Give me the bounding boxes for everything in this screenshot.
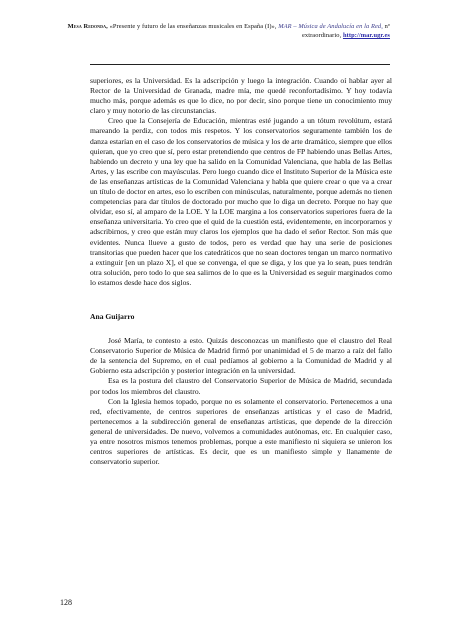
paragraph-3: José María, te contesto a esto. Quizás desconozcas un manifiesto que el claustro del Real Conservatorio Superior de Música de Madrid firmó por unanimidad el 5 de marzo a raíz del fallo de la sentencia del Supremo, en el cual pedíamos al gobierno a la Comunidad de Madrid y al Gobierno esta adscripción y posterior integración en la universidad. <box>90 336 392 376</box>
header-rule <box>90 64 390 65</box>
paragraph-1: superiores, es la Universidad. Es la adscripción y luego la integración. Cuando oí hablar ayer al Rector de la Universidad de Granada, madre mía, me quedé reconfortadísimo. Y hoy todavía mucho más, porque además es que lo dice, no por decir, sino porque tiene un conocimiento muy claro y muy notorio de las circunstancias. <box>90 76 392 116</box>
paragraph-5: Con la Iglesia hemos topado, porque no es solamente el conservatorio. Pertenecemos a una red, efectivamente, de centros superiores de enseñanzas artísticas y el caso de Madrid, pertenecemos a la subdirección general de enseñanzas artísticas, que depende de la dirección general de universidades. De nuevo, volvemos a comunidades autónomas, etc. En cualquier caso, ya entre nosotros mismos tenemos problemas, porque a este manifiesto ni siquiera se unieron los centros superiores de artísticas. Es decir, que es un manifiesto simple y llanamente de conservatorio superior. <box>90 396 392 467</box>
header-issue: nº extraordinario, <box>301 23 390 39</box>
header-journal: MAR – Música de Andalucía en la Red, <box>278 23 383 30</box>
speaker-name: Ana Guijarro <box>90 311 135 321</box>
header-author: Mesa Redonda, <box>67 23 108 30</box>
paragraph-4: Esa es la postura del claustro del Conservatorio Superior de Música de Madrid, secundada por todos los miembros del claustro. <box>90 376 392 396</box>
header-title: «Presente y futuro de las enseñanzas musicales en España (I)», <box>109 23 277 30</box>
page-body <box>90 76 392 467</box>
page-number: 128 <box>60 598 72 607</box>
running-header <box>60 22 390 40</box>
header-link[interactable]: http://mar.ugr.es <box>342 32 390 39</box>
paragraph-2: Creo que la Consejería de Educación, mientras esté jugando a un tótum revolútum, estará mareando la perdiz, con todos mis respetos. Y los conservatorios seguramente también los de danza estarían en el caso de los conservatorios de música y los de arte dramático, siempre que ellos quieran, que yo creo que sí, pero estar pretendiendo que centros de FP habiendo unas Bellas Artes, habiendo un decreto y una ley que ha salido en la Comunidad Valenciana, que habla de las Bellas Artes, y las escribe con mayúsculas. Pero luego cuando dice el Instituto Superior de la Música este de las enseñanzas artísticas de la Comunidad Valenciana y habla que quiere crear o que va a crear un título de doctor en artes, eso lo escriben con minúsculas, naturalmente, porque además no tienen competencias para dar títulos de doctorado por mucho que lo diga un decreto. Porque no hay que olvidar, eso sí, al amparo de la LOE. Y la LOE margina a los conservatorios superiores fuera de la enseñanza universitaria. Yo creo que el quid de la cuestión está, evidentemente, en incorporarnos y adscribirnos, y creo que están muy claros los ejemplos que ha dado el señor Rector. Son más que evidentes. Nunca llueve a gusto de todos, pero es verdad que hay una serie de posiciones transitorias que pueden hacer que los catedráticos que no sean doctores tengan un marco normativo a extinguir [en un plazo X], el que se convenga, el que se diga, y los que ya lo sean, pues tendrán otra solución, pero todo lo que sea salirnos de lo que es la Universidad es seguir marginados como lo estamos desde hace dos siglos. <box>90 116 392 287</box>
